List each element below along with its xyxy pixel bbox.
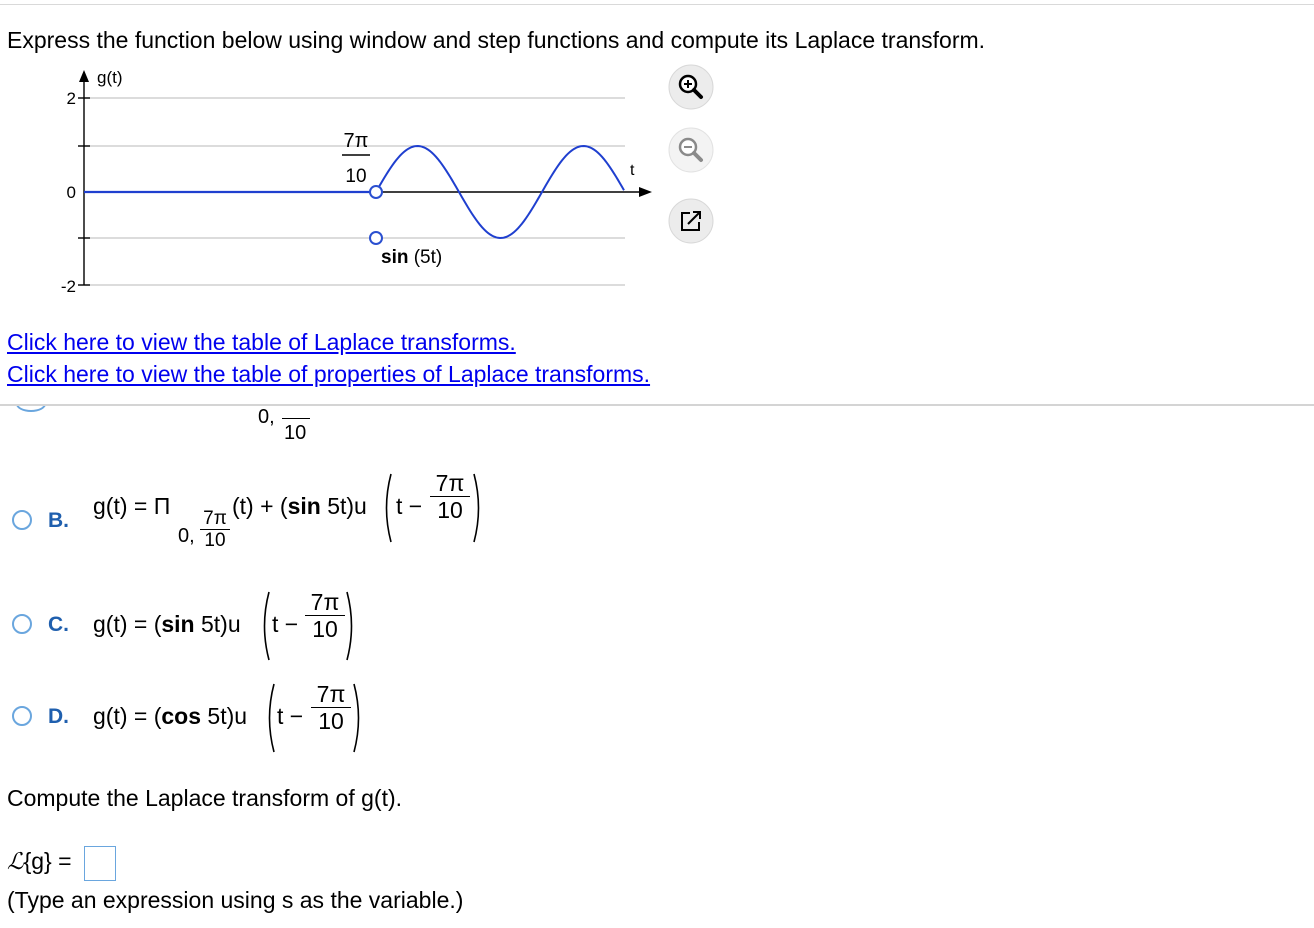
option-d[interactable] [0,672,500,762]
option-b-den: 10 [437,497,463,523]
open-point-upper [370,186,382,198]
reference-links [7,326,650,390]
option-d-fraction [311,681,351,734]
compute-prompt: Compute the Laplace transform of g(t). [7,785,403,811]
option-b-t-minus: t − [396,493,423,519]
y-tick-2: 2 [66,89,76,108]
option-c-letter: C. [48,613,69,636]
function-graph [0,60,660,300]
option-d-t-minus: t − [277,703,304,729]
option-b-mid: (t) + (sin 5t)u [232,493,367,519]
option-c-left-paren [259,590,271,662]
option-a-sub-prefix: 0, [258,406,275,428]
zoom-out-icon[interactable] [668,127,714,173]
answer-input[interactable] [84,846,116,881]
option-d-num: 7π [311,681,351,708]
option-d-expression: g(t) = (cos 5t)u [93,703,248,729]
x-axis-arrow [639,187,652,197]
laplace-symbol: ℒ [7,849,24,875]
option-b-right-paren [472,472,484,544]
y-axis-label: g(t) [97,68,123,87]
option-c[interactable] [0,580,500,670]
laplace-table-link[interactable]: Click here to view the table of Laplace transforms. [7,329,516,355]
option-b-fraction [430,470,470,523]
option-a-radio[interactable] [16,406,46,412]
option-b-subscript-fraction [200,508,230,551]
option-c-expression: g(t) = (sin 5t)u [93,611,241,637]
option-c-right-paren [345,590,357,662]
curve-label: sin (5t) [381,247,443,268]
option-b-left-paren [381,472,393,544]
y-axis-arrow [79,70,89,82]
option-b-letter: B. [48,509,69,532]
x-axis-label: t [630,162,635,179]
option-d-den: 10 [318,708,344,734]
annotation-numerator: 7π [343,130,369,152]
option-b-sub-prefix: 0, [178,525,195,547]
option-d-left-paren [264,682,276,754]
option-b[interactable] [0,460,500,570]
option-a-sub-den: 10 [284,422,307,444]
y-tick-0: 0 [66,183,76,202]
option-c-fraction [305,589,345,642]
option-a-fraction-bar [282,406,310,419]
option-b-lhs: g(t) = Π [93,493,171,519]
option-c-t-minus: t − [272,611,299,637]
open-point-lower [370,232,382,244]
option-c-num: 7π [305,589,345,616]
annotation-denominator: 10 [345,166,367,187]
option-b-sub-den: 10 [204,530,226,551]
answer-lhs-rest: {g} = [23,848,72,874]
y-tick-neg2: -2 [60,277,76,296]
option-b-sub-num: 7π [200,508,230,530]
properties-table-link[interactable]: Click here to view the table of properties of Laplace transforms. [7,361,651,387]
zoom-in-icon[interactable] [668,64,714,110]
answer-hint: (Type an expression using s as the variable.) [7,887,464,913]
option-c-radio[interactable] [12,614,32,634]
option-d-letter: D. [48,705,69,728]
question-text: Express the function below using window and step functions and compute its Laplace transform. [7,27,986,53]
top-divider [0,4,1314,5]
option-d-right-paren [352,682,364,754]
option-d-radio[interactable] [12,706,32,726]
option-b-radio[interactable] [12,510,32,530]
open-new-window-icon[interactable] [668,198,714,244]
option-b-num: 7π [430,470,470,497]
option-a-partial [0,406,400,452]
answer-label [7,848,72,882]
option-c-den: 10 [312,616,338,642]
